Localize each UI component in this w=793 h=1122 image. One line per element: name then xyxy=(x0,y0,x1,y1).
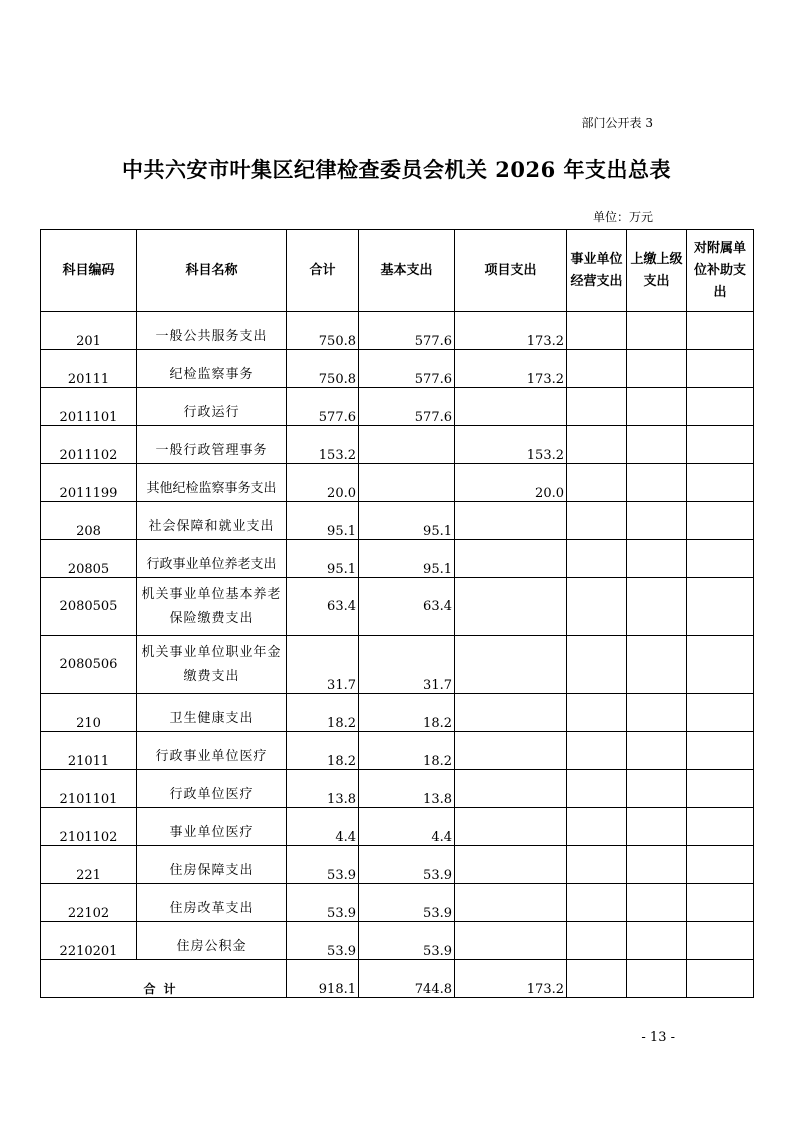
cell-business xyxy=(567,636,627,694)
cell-total: 18.2 xyxy=(287,732,359,770)
cell-code: 221 xyxy=(41,846,137,884)
cell-name: 机关事业单位基本养老保险缴费支出 xyxy=(137,578,287,636)
cell-subsidy xyxy=(687,388,754,426)
table-row xyxy=(41,426,754,464)
page-title: 中共六安市叶集区纪律检查委员会机关 2026 年支出总表 xyxy=(121,157,672,182)
cell-upper xyxy=(627,884,687,922)
cell-upper xyxy=(627,578,687,636)
cell-project xyxy=(455,388,567,426)
cell-code: 2210201 xyxy=(41,922,137,960)
cell-name: 住房改革支出 xyxy=(137,884,287,922)
cell-total: 53.9 xyxy=(287,922,359,960)
table-row xyxy=(41,846,754,884)
cell-business xyxy=(567,464,627,502)
cell-total: 4.4 xyxy=(287,808,359,846)
page-number: - 13 - xyxy=(641,1030,675,1045)
cell-business xyxy=(567,540,627,578)
table-row xyxy=(41,884,754,922)
cell-subsidy xyxy=(687,636,754,694)
header-basic: 基本支出 xyxy=(359,230,455,312)
cell-code: 2011102 xyxy=(41,426,137,464)
cell-name: 一般公共服务支出 xyxy=(137,312,287,350)
cell-subsidy xyxy=(687,694,754,732)
header-total: 合计 xyxy=(287,230,359,312)
cell-project: 173.2 xyxy=(455,312,567,350)
cell-subsidy xyxy=(687,808,754,846)
table-row xyxy=(41,464,754,502)
cell-code: 210 xyxy=(41,694,137,732)
cell-business xyxy=(567,350,627,388)
cell-subsidy xyxy=(687,350,754,388)
cell-business xyxy=(567,694,627,732)
cell-subsidy xyxy=(687,846,754,884)
cell-business xyxy=(567,732,627,770)
cell-business xyxy=(567,426,627,464)
cell-project xyxy=(455,922,567,960)
cell-business xyxy=(567,388,627,426)
cell-subsidy xyxy=(687,426,754,464)
table-row xyxy=(41,808,754,846)
cell-business xyxy=(567,578,627,636)
cell-basic: 31.7 xyxy=(359,636,455,694)
cell-code: 2101101 xyxy=(41,770,137,808)
cell-code: 2011101 xyxy=(41,388,137,426)
cell-code: 208 xyxy=(41,502,137,540)
table-row xyxy=(41,694,754,732)
cell-basic: 577.6 xyxy=(359,388,455,426)
cell-name: 事业单位医疗 xyxy=(137,808,287,846)
table-row xyxy=(41,732,754,770)
cell-project: 173.2 xyxy=(455,350,567,388)
cell-basic: 53.9 xyxy=(359,922,455,960)
table-row xyxy=(41,578,754,636)
cell-name: 其他纪检监察事务支出 xyxy=(137,464,287,502)
cell-total: 153.2 xyxy=(287,426,359,464)
cell-project xyxy=(455,694,567,732)
cell-project xyxy=(455,578,567,636)
total-project: 173.2 xyxy=(455,960,567,998)
cell-upper xyxy=(627,636,687,694)
cell-code: 20111 xyxy=(41,350,137,388)
table-row xyxy=(41,922,754,960)
expenditure-table xyxy=(40,229,754,998)
total-subsidy xyxy=(687,960,754,998)
cell-name: 行政事业单位养老支出 xyxy=(137,540,287,578)
header-code: 科目编码 xyxy=(41,230,137,312)
cell-business xyxy=(567,846,627,884)
cell-project xyxy=(455,808,567,846)
cell-basic: 4.4 xyxy=(359,808,455,846)
total-label: 合计 xyxy=(41,960,287,998)
cell-project: 153.2 xyxy=(455,426,567,464)
cell-basic: 53.9 xyxy=(359,846,455,884)
cell-basic: 577.6 xyxy=(359,350,455,388)
cell-basic: 13.8 xyxy=(359,770,455,808)
cell-name: 一般行政管理事务 xyxy=(137,426,287,464)
table-row xyxy=(41,770,754,808)
cell-subsidy xyxy=(687,502,754,540)
header-name: 科目名称 xyxy=(137,230,287,312)
cell-total: 95.1 xyxy=(287,540,359,578)
cell-basic xyxy=(359,426,455,464)
cell-code: 21011 xyxy=(41,732,137,770)
cell-project xyxy=(455,502,567,540)
cell-total: 95.1 xyxy=(287,502,359,540)
cell-subsidy xyxy=(687,578,754,636)
cell-subsidy xyxy=(687,540,754,578)
cell-total: 13.8 xyxy=(287,770,359,808)
unit-label: 单位：万元 xyxy=(592,210,653,224)
cell-name: 住房保障支出 xyxy=(137,846,287,884)
cell-name: 机关事业单位职业年金缴费支出 xyxy=(137,636,287,694)
cell-name: 纪检监察事务 xyxy=(137,350,287,388)
cell-business xyxy=(567,770,627,808)
cell-business xyxy=(567,922,627,960)
cell-basic: 95.1 xyxy=(359,502,455,540)
cell-total: 31.7 xyxy=(287,636,359,694)
total-business xyxy=(567,960,627,998)
cell-project xyxy=(455,732,567,770)
cell-upper xyxy=(627,540,687,578)
total-row xyxy=(41,960,754,998)
header-project: 项目支出 xyxy=(455,230,567,312)
page-label: 部门公开表 3 xyxy=(581,116,653,130)
cell-project xyxy=(455,636,567,694)
cell-upper xyxy=(627,502,687,540)
cell-upper xyxy=(627,312,687,350)
cell-name: 社会保障和就业支出 xyxy=(137,502,287,540)
cell-code: 20805 xyxy=(41,540,137,578)
cell-upper xyxy=(627,350,687,388)
cell-total: 20.0 xyxy=(287,464,359,502)
total-basic: 744.8 xyxy=(359,960,455,998)
cell-subsidy xyxy=(687,464,754,502)
table-row xyxy=(41,502,754,540)
table-row xyxy=(41,350,754,388)
cell-subsidy xyxy=(687,312,754,350)
cell-upper xyxy=(627,808,687,846)
cell-total: 53.9 xyxy=(287,846,359,884)
cell-name: 行政事业单位医疗 xyxy=(137,732,287,770)
cell-project xyxy=(455,540,567,578)
cell-code: 201 xyxy=(41,312,137,350)
cell-business xyxy=(567,312,627,350)
cell-business xyxy=(567,884,627,922)
cell-subsidy xyxy=(687,732,754,770)
cell-basic: 63.4 xyxy=(359,578,455,636)
cell-code: 2080505 xyxy=(41,578,137,636)
cell-basic: 53.9 xyxy=(359,884,455,922)
cell-name: 行政单位医疗 xyxy=(137,770,287,808)
cell-subsidy xyxy=(687,884,754,922)
total-total: 918.1 xyxy=(287,960,359,998)
cell-name: 行政运行 xyxy=(137,388,287,426)
header-upper: 上缴上级支出 xyxy=(627,230,687,312)
cell-total: 750.8 xyxy=(287,312,359,350)
cell-name: 住房公积金 xyxy=(137,922,287,960)
cell-basic xyxy=(359,464,455,502)
cell-basic: 95.1 xyxy=(359,540,455,578)
header-subsidy: 对附属单位补助支出 xyxy=(687,230,754,312)
table-row xyxy=(41,388,754,426)
cell-upper xyxy=(627,732,687,770)
cell-subsidy xyxy=(687,922,754,960)
cell-upper xyxy=(627,694,687,732)
cell-code: 2101102 xyxy=(41,808,137,846)
total-upper xyxy=(627,960,687,998)
cell-upper xyxy=(627,464,687,502)
cell-upper xyxy=(627,426,687,464)
cell-project xyxy=(455,846,567,884)
cell-upper xyxy=(627,770,687,808)
header-row xyxy=(41,230,754,312)
cell-total: 53.9 xyxy=(287,884,359,922)
cell-name: 卫生健康支出 xyxy=(137,694,287,732)
table-row xyxy=(41,312,754,350)
cell-basic: 18.2 xyxy=(359,694,455,732)
cell-code: 22102 xyxy=(41,884,137,922)
cell-basic: 18.2 xyxy=(359,732,455,770)
cell-code: 2011199 xyxy=(41,464,137,502)
cell-project: 20.0 xyxy=(455,464,567,502)
cell-code: 2080506 xyxy=(41,636,137,694)
cell-total: 18.2 xyxy=(287,694,359,732)
cell-subsidy xyxy=(687,770,754,808)
cell-project xyxy=(455,884,567,922)
cell-total: 577.6 xyxy=(287,388,359,426)
header-business: 事业单位经营支出 xyxy=(567,230,627,312)
table-row xyxy=(41,540,754,578)
cell-business xyxy=(567,808,627,846)
cell-upper xyxy=(627,846,687,884)
table-row xyxy=(41,636,754,694)
cell-upper xyxy=(627,922,687,960)
cell-basic: 577.6 xyxy=(359,312,455,350)
cell-project xyxy=(455,770,567,808)
cell-total: 750.8 xyxy=(287,350,359,388)
cell-total: 63.4 xyxy=(287,578,359,636)
cell-upper xyxy=(627,388,687,426)
cell-business xyxy=(567,502,627,540)
